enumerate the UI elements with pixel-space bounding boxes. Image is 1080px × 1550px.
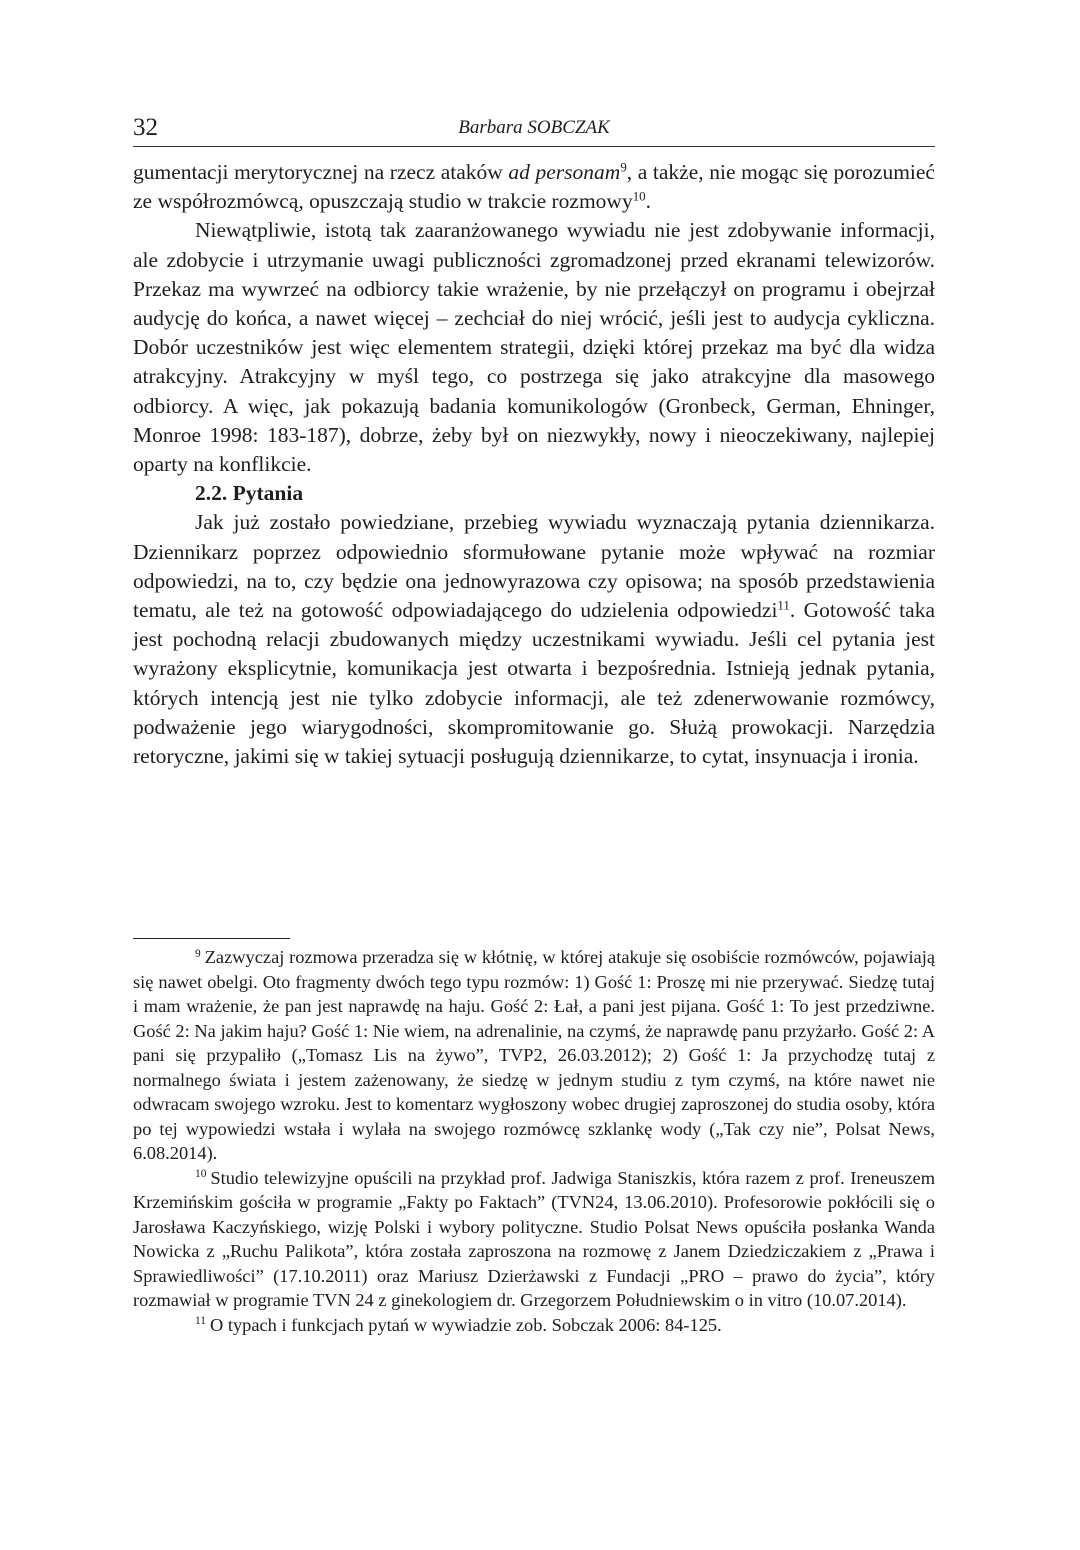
footnote-text: Studio telewizyjne opuścili na przykład prof. Jadwiga Staniszkis, która razem z prof. Ireneuszem Krzemińskim gościła w programie „Fakty po Faktach” (TVN24, 13.06.2010). Profesorowie pokłócili się o Jarosława Kaczyńskiego, wizję Polski i wybory polityczne. Studio Polsat News opuściła posłanka Wanda Nowicka z „Ruchu Palikota”, która została zaproszona na rozmowę z Janem Dziedziczakiem z „Prawa i Sprawiedliwości” (17.10.2011) oraz Mariusz Dzierżawski z Fundacji „PRO – prawo do życia”, który rozmawiał w programie TVN 24 z ginekologiem dr. Grzegorzem Południewskim o in vitro (10.07.2014). [133,1167,935,1310]
footnote-mark: 9 [195,947,201,960]
section-heading: 2.2. Pytania [195,481,304,506]
text-run: , a także, nie mogąc się porozumieć ze współrozmówcą, opuszczają studio w trakcie rozmowy [133,160,935,214]
running-head-author: Barbara SOBCZAK [458,117,610,138]
paragraph-continued [133,158,935,216]
footnote-mark: 10 [195,1168,207,1181]
footnote-ref-10[interactable]: 10 [632,189,646,204]
text-run: . [645,189,651,214]
footnote-mark: 11 [195,1315,206,1328]
footnote-10 [133,1166,935,1313]
paragraph-interview-aim: Niewątpliwie, istotą tak zaaranżowanego wywiadu nie jest zdobywanie informacji, ale zdobycie i utrzymanie uwagi publiczności zgromadzonej przed ekranami telewizorów. Przekaz ma wywrzeć na odbiorcy takie wrażenie, by nie przełączył on programu i obejrzał audycję do końca, a nawet więcej – zechciał do niej wrócić, jeśli jest to audycja cykliczna. Dobór uczestników jest więc elementem strategii, dzięki której przekaz ma być dla widza atrakcyjny. Atrakcyjny w myśl tego, co postrzega się jako atrakcyjne dla masowego odbiorcy. A więc, jak pokazują badania komunikologów (Gronbeck, German, Ehninger, Monroe 1998: 183-187), dobrze, żeby był on niezwykły, nowy i nieoczekiwany, najlepiej oparty na konflikcie. [133,218,935,477]
footnotes [133,945,935,1337]
text-run: . Gotowość taka jest pochodną relacji zbudowanych między uczestnikami wywiadu. Jeśli cel pytania jest wyrażony eksplicytnie, komunikacja jest otwarta i bezpośrednia. Istnieją jednak pytania, których intencją jest nie tylko zdobycie informacji, ale też zdenerwowanie rozmówcy, podważenie jego wiarygodności, skompromitowanie go. Służą prowokacji. Narzędzia retoryczne, jakimi się w takiej sytuacji posługują dziennikarze, to cytat, insynuacja i ironia. [133,598,935,769]
italic-phrase: ad personam [508,160,621,184]
paragraph-questions [133,508,935,771]
main-text [133,158,935,771]
footnote-ref-9[interactable]: 9 [620,160,627,175]
text-run: gumentacji merytorycznej na rzecz ataków [133,160,509,184]
footnote-11 [133,1313,935,1338]
footnote-text: O typach i funkcjach pytań w wywiadzie zob. Sobczak 2006: 84-125. [209,1314,722,1335]
footnote-text: Zazwyczaj rozmowa przeradza się w kłótnię, w której atakuje się osobiście rozmówców, pojawiają się nawet obelgi. Oto fragmenty dwóch tego typu rozmów: 1) Gość 1: Proszę mi nie przerywać. Siedzę tutaj i mam wrażenie, że pan jest naprawdę na haju. Gość 2: Łał, a pani jest pijana. Gość 1: To jest przedziwne. Gość 2: Na jakim haju? Gość 1: Nie wiem, na adrenalinie, na czymś, że naprawdę panu przyżarło. Gość 2: A pani się przypaliło („Tomasz Lis na żywo”, TVP2, 26.03.2012); 2) Gość 1: Ja przychodzę tutaj z normalnego świata i jestem zażenowany, że siedzę w jednym studiu z tym czymś, na które nawet nie odwracam swojego wzroku. Jest to komentarz wygłoszony wobec drugiej zaproszonej do studia osoby, która po tej wypowiedzi wstała i wylała na swojego rozmówcę szklankę wody („Tak czy nie”, Polsat News, 6.08.2014). [133,947,935,1163]
footnote-separator [133,938,290,939]
text-run: Jak już zostało powiedziane, przebieg wywiadu wyznaczają pytania dziennikarza. Dziennikarz poprzez odpowiednio sformułowane pytanie może wpływać na rozmiar odpowiedzi, na to, czy będzie ona jednowyrazowa czy opisowa; na sposób przedstawienia tematu, ale też na gotowość odpowiadającego do udzielenia odpowiedzi [133,510,935,623]
footnote-ref-11[interactable]: 11 [777,598,790,613]
page-number: 32 [133,114,158,141]
page-header [133,112,935,147]
footnote-9 [133,945,935,1166]
